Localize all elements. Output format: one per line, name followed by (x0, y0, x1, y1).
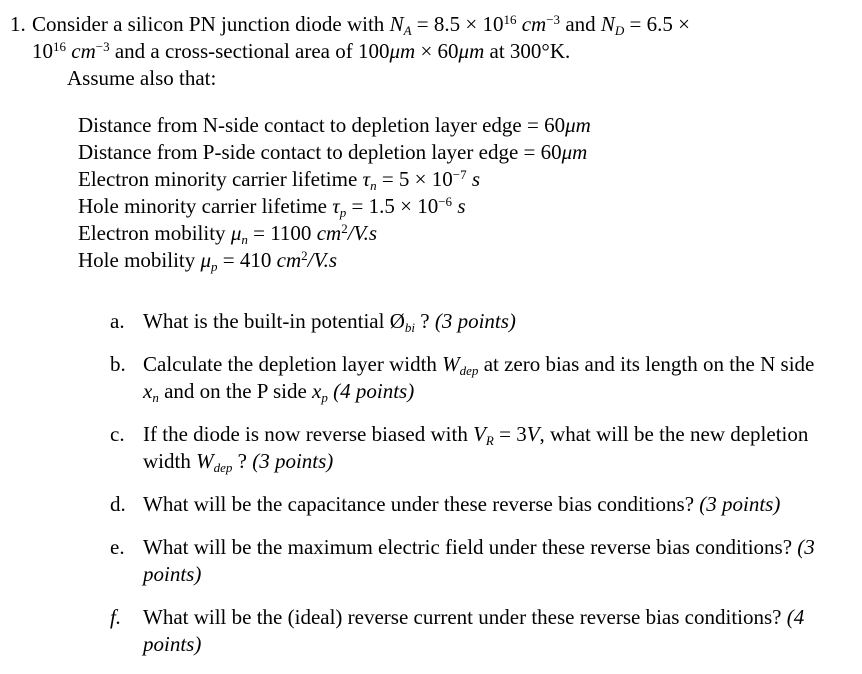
assumption-line-hole-lifetime: Hole minority carrier lifetime $\tau p = 1.5 \times 10^{-6}$ s (78, 194, 466, 220)
question-e-label: e. (110, 535, 125, 559)
assume-note: Assume also that: (67, 66, 217, 90)
question-a-label: a. (110, 309, 125, 333)
question-f-text: What will be the (ideal) reverse current under these reverse bias conditions? (4 points) (143, 605, 805, 656)
problem-statement: Consider a silicon PN junction diode with NA = $8.5 \times 10^{16}$ $cm^{-3}$ and ND = 6.5 × $10^{16}$ $cm^{-3}$ and a cross-sectional area of 100μm × 60μm at 300°K. (32, 12, 690, 63)
question-a-text: What is the built-in potential Øbi ? (3 points) (143, 309, 516, 335)
question-f-label: f. (110, 605, 122, 629)
assumption-line-electron-lifetime: Electron minority carrier lifetime $\tau n = 5 \times 10^{-7}$ s (78, 167, 481, 193)
question-d-text: What will be the capacitance under these reverse bias conditions? (3 points) (143, 492, 781, 516)
question-f (32, 604, 862, 658)
assumption-line-p-side-distance: Distance from P-side contact to depletion layer edge = 60μm (78, 140, 588, 164)
assumptions-list (78, 112, 862, 274)
question-e (32, 534, 862, 588)
question-c-text: If the diode is now reverse biased with VR = 3V, what will be the new depletion width Wdep ? (3 points) (143, 422, 809, 475)
question-b-text: Calculate the depletion layer width Wdep at zero bias and its length on the N side xn and on the P side xp (4 points) (143, 352, 815, 405)
question-d-label: d. (110, 492, 126, 516)
question-b-label: b. (110, 352, 126, 376)
question-d (32, 491, 862, 518)
problem-1 (10, 11, 862, 674)
problem-body (32, 11, 862, 674)
question-b (32, 351, 862, 405)
question-c-label: c. (110, 422, 125, 446)
question-a (32, 308, 862, 335)
problem-number: 1. (10, 12, 26, 36)
assumption-line-electron-mobility: Electron mobility μn = 1100 $cm^2/V.s$ (78, 221, 378, 247)
questions-list (32, 308, 862, 658)
assumption-line-n-side-distance: Distance from N-side contact to depletion layer edge = 60μm (78, 113, 591, 137)
question-c (32, 421, 862, 475)
assumption-line-hole-mobility: Hole mobility μp = 410 $cm^2/V.s$ (78, 248, 338, 274)
question-e-text: What will be the maximum electric field under these reverse bias conditions? (3 points) (143, 535, 815, 586)
